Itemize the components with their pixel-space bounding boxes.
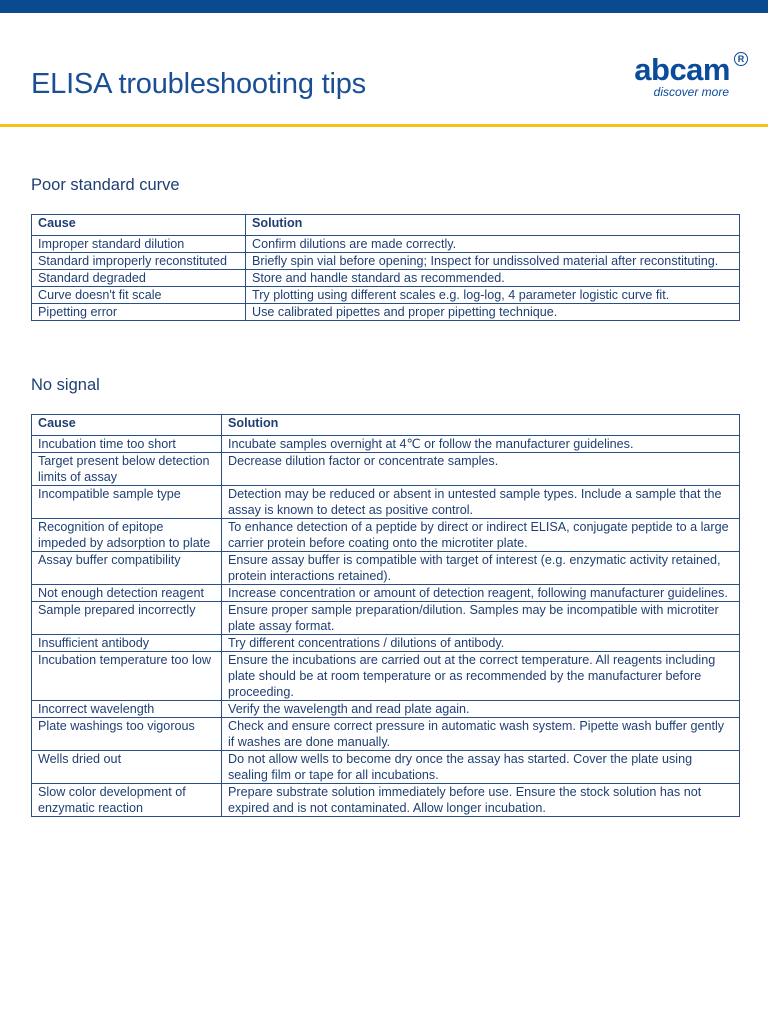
table-header-row: [32, 215, 740, 236]
column-header-cause: Cause: [32, 415, 222, 436]
cause-cell: Pipetting error: [32, 304, 246, 321]
solution-cell: Store and handle standard as recommended.: [246, 270, 740, 287]
table-row: [32, 253, 740, 270]
header-divider: [0, 124, 768, 127]
solution-cell: Detection may be reduced or absent in untested sample types. Include a sample that the assay is known to detect as positive control.: [222, 486, 740, 519]
solution-cell: Incubate samples overnight at 4℃ or follow the manufacturer guidelines.: [222, 436, 740, 453]
table-row: [32, 701, 740, 718]
cause-cell: Insufficient antibody: [32, 635, 222, 652]
logo-tagline: discover more: [653, 85, 729, 99]
cause-cell: Improper standard dilution: [32, 236, 246, 253]
solution-cell: Ensure proper sample preparation/dilution. Samples may be incompatible with microtiter plate assay format.: [222, 602, 740, 635]
cause-cell: Standard degraded: [32, 270, 246, 287]
poor-standard-curve-table: [31, 214, 740, 321]
table-row: [32, 602, 740, 635]
table-row: [32, 436, 740, 453]
page-title: ELISA troubleshooting tips: [31, 68, 366, 100]
cause-cell: Incubation time too short: [32, 436, 222, 453]
cause-cell: Target present below detection limits of assay: [32, 453, 222, 486]
table-row: [32, 270, 740, 287]
solution-cell: Ensure assay buffer is compatible with target of interest (e.g. enzymatic activity retained, protein interactions retained).: [222, 552, 740, 585]
solution-cell: Do not allow wells to become dry once the assay has started. Cover the plate using sealing film or tape for all incubations.: [222, 751, 740, 784]
table-row: [32, 486, 740, 519]
table-row: [32, 784, 740, 817]
section-heading-poor-standard-curve: Poor standard curve: [31, 176, 180, 194]
cause-cell: Not enough detection reagent: [32, 585, 222, 602]
solution-cell: Confirm dilutions are made correctly.: [246, 236, 740, 253]
cause-cell: Incubation temperature too low: [32, 652, 222, 701]
cause-cell: Recognition of epitope impeded by adsorption to plate: [32, 519, 222, 552]
registered-mark-icon: R: [734, 52, 748, 66]
cause-cell: Curve doesn't fit scale: [32, 287, 246, 304]
column-header-cause: Cause: [32, 215, 246, 236]
table-row: [32, 585, 740, 602]
table-row: [32, 287, 740, 304]
table-row: [32, 519, 740, 552]
solution-cell: Use calibrated pipettes and proper pipetting technique.: [246, 304, 740, 321]
solution-cell: Decrease dilution factor or concentrate samples.: [222, 453, 740, 486]
cause-cell: Slow color development of enzymatic reaction: [32, 784, 222, 817]
cause-cell: Plate washings too vigorous: [32, 718, 222, 751]
cause-cell: Incorrect wavelength: [32, 701, 222, 718]
column-header-solution: Solution: [222, 415, 740, 436]
solution-cell: Check and ensure correct pressure in automatic wash system. Pipette wash buffer gently if washes are done manually.: [222, 718, 740, 751]
cause-cell: Assay buffer compatibility: [32, 552, 222, 585]
table-row: [32, 652, 740, 701]
solution-cell: Try plotting using different scales e.g. log-log, 4 parameter logistic curve fit.: [246, 287, 740, 304]
solution-cell: Ensure the incubations are carried out at the correct temperature. All reagents including plate should be at room temperature or as recommended by the manufacturer before proceeding.: [222, 652, 740, 701]
section-heading-no-signal: No signal: [31, 376, 100, 394]
column-header-solution: Solution: [246, 215, 740, 236]
cause-cell: Standard improperly reconstituted: [32, 253, 246, 270]
table-header-row: [32, 415, 740, 436]
table-row: [32, 236, 740, 253]
solution-cell: To enhance detection of a peptide by direct or indirect ELISA, conjugate peptide to a large carrier protein before coating onto the microtiter plate.: [222, 519, 740, 552]
table-row: [32, 552, 740, 585]
abcam-logo: [608, 52, 748, 102]
solution-cell: Briefly spin vial before opening; Inspect for undissolved material after reconstituting.: [246, 253, 740, 270]
table-row: [32, 453, 740, 486]
cause-cell: Sample prepared incorrectly: [32, 602, 222, 635]
table-row: [32, 751, 740, 784]
table-row: [32, 304, 740, 321]
solution-cell: Prepare substrate solution immediately before use. Ensure the stock solution has not expired and is not contaminated. Allow longer incubation.: [222, 784, 740, 817]
solution-cell: Verify the wavelength and read plate again.: [222, 701, 740, 718]
table-row: [32, 635, 740, 652]
top-brand-bar: [0, 0, 768, 13]
solution-cell: Try different concentrations / dilutions of antibody.: [222, 635, 740, 652]
cause-cell: Wells dried out: [32, 751, 222, 784]
cause-cell: Incompatible sample type: [32, 486, 222, 519]
solution-cell: Increase concentration or amount of detection reagent, following manufacturer guidelines.: [222, 585, 740, 602]
logo-wordmark: abcam: [634, 52, 730, 87]
table-row: [32, 718, 740, 751]
no-signal-table: [31, 414, 740, 817]
